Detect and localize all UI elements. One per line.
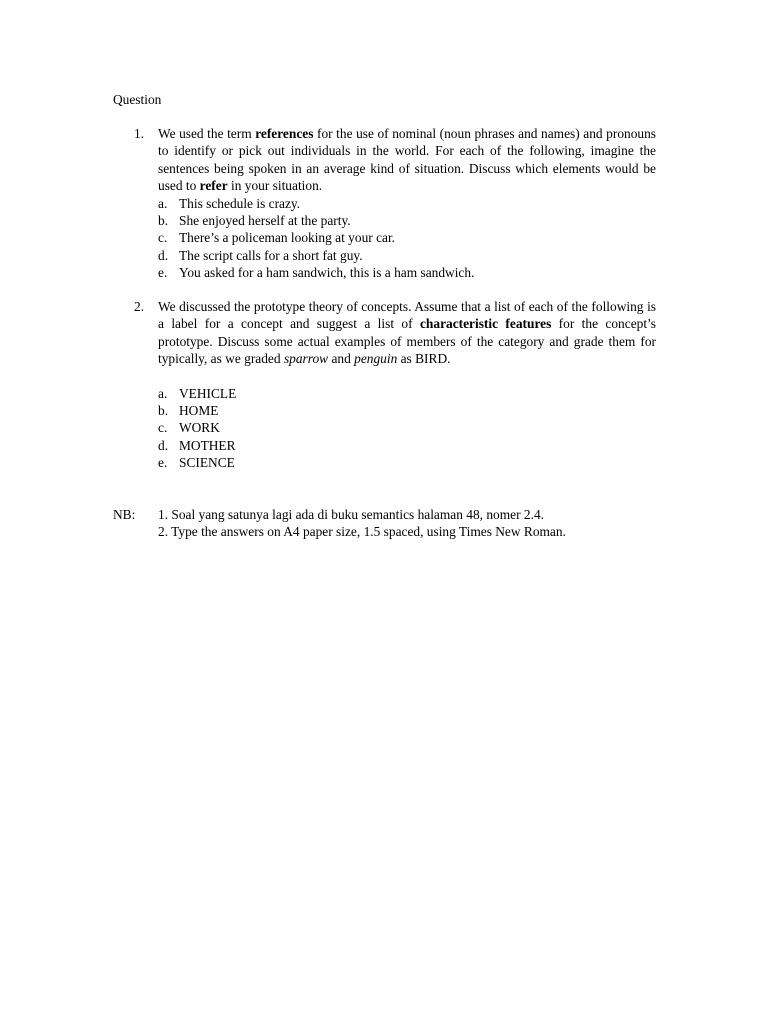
item-letter: c. (158, 230, 168, 246)
question-text-part: and (328, 351, 355, 367)
bold-term: refer (199, 178, 228, 194)
page-title: Question (113, 92, 162, 107)
question-text (158, 298, 656, 368)
item-letter: a. (158, 385, 168, 401)
item-letter: b. (158, 213, 169, 229)
nb-lines (158, 506, 673, 541)
item-letter: b. (158, 403, 169, 419)
italic-term: penguin (354, 351, 398, 367)
list-item (134, 264, 656, 281)
question-number: 1. (134, 126, 145, 141)
question-2 (134, 298, 656, 472)
item-text: WORK (179, 420, 220, 436)
question-text-part: We discussed the prototype theory of concepts. Assume that a list of each of the following is a label for a concept and suggest a list of (158, 299, 656, 332)
item-letter: c. (158, 420, 168, 436)
question-text-part: We used the term (158, 126, 256, 141)
question-text-part: in your situation. (227, 178, 323, 194)
item-text: There’s a policeman looking at your car. (179, 230, 396, 246)
list-item (134, 229, 656, 246)
nb-note (113, 506, 673, 541)
item-text: MOTHER (179, 437, 236, 453)
item-text: SCIENCE (179, 455, 235, 471)
sub-item-list (134, 385, 656, 472)
question-text (158, 125, 656, 195)
question-number: 2. (134, 299, 145, 314)
nb-line: 2. Type the answers on A4 paper size, 1.5 spaced, using Times New Roman. (158, 524, 566, 540)
bold-term: characteristic features (419, 316, 552, 332)
item-letter: d. (158, 247, 169, 263)
item-text: VEHICLE (179, 385, 237, 401)
sub-item-list (134, 195, 656, 282)
question-text-part: for the concept’s prototype. Discuss some actual examples of members of the category and grade them for typically, as we graded (158, 316, 656, 367)
item-text: She enjoyed herself at the party. (179, 213, 351, 229)
list-item (134, 454, 656, 471)
item-letter: e. (158, 265, 168, 281)
item-text: HOME (179, 403, 219, 419)
nb-line: 1. Soal yang satunya lagi ada di buku semantics halaman 48, nomer 2.4. (158, 507, 545, 522)
question-text-part: for the use of nominal (noun phrases and names) and pronouns to identify or pick out individuals in the world. For each of the following, imagine the sentences being spoken in an average kind of situation. Discuss which elements would be used to (158, 126, 657, 194)
italic-term: sparrow (283, 351, 329, 367)
nb-label: NB: (113, 507, 136, 522)
list-item (134, 419, 656, 436)
item-text: This schedule is crazy. (179, 195, 301, 211)
item-letter: a. (158, 195, 168, 211)
item-letter: d. (158, 437, 169, 453)
question-1 (134, 125, 656, 282)
bold-term: references (255, 126, 314, 141)
question-text-part: as BIRD. (397, 351, 451, 367)
item-text: The script calls for a short fat guy. (179, 247, 363, 263)
list-item (134, 402, 656, 419)
list-item (134, 437, 656, 454)
list-item (134, 195, 656, 212)
item-text: You asked for a ham sandwich, this is a ham sandwich. (179, 265, 475, 281)
list-item (134, 385, 656, 402)
item-letter: e. (158, 455, 168, 471)
list-item (134, 247, 656, 264)
list-item (134, 212, 656, 229)
